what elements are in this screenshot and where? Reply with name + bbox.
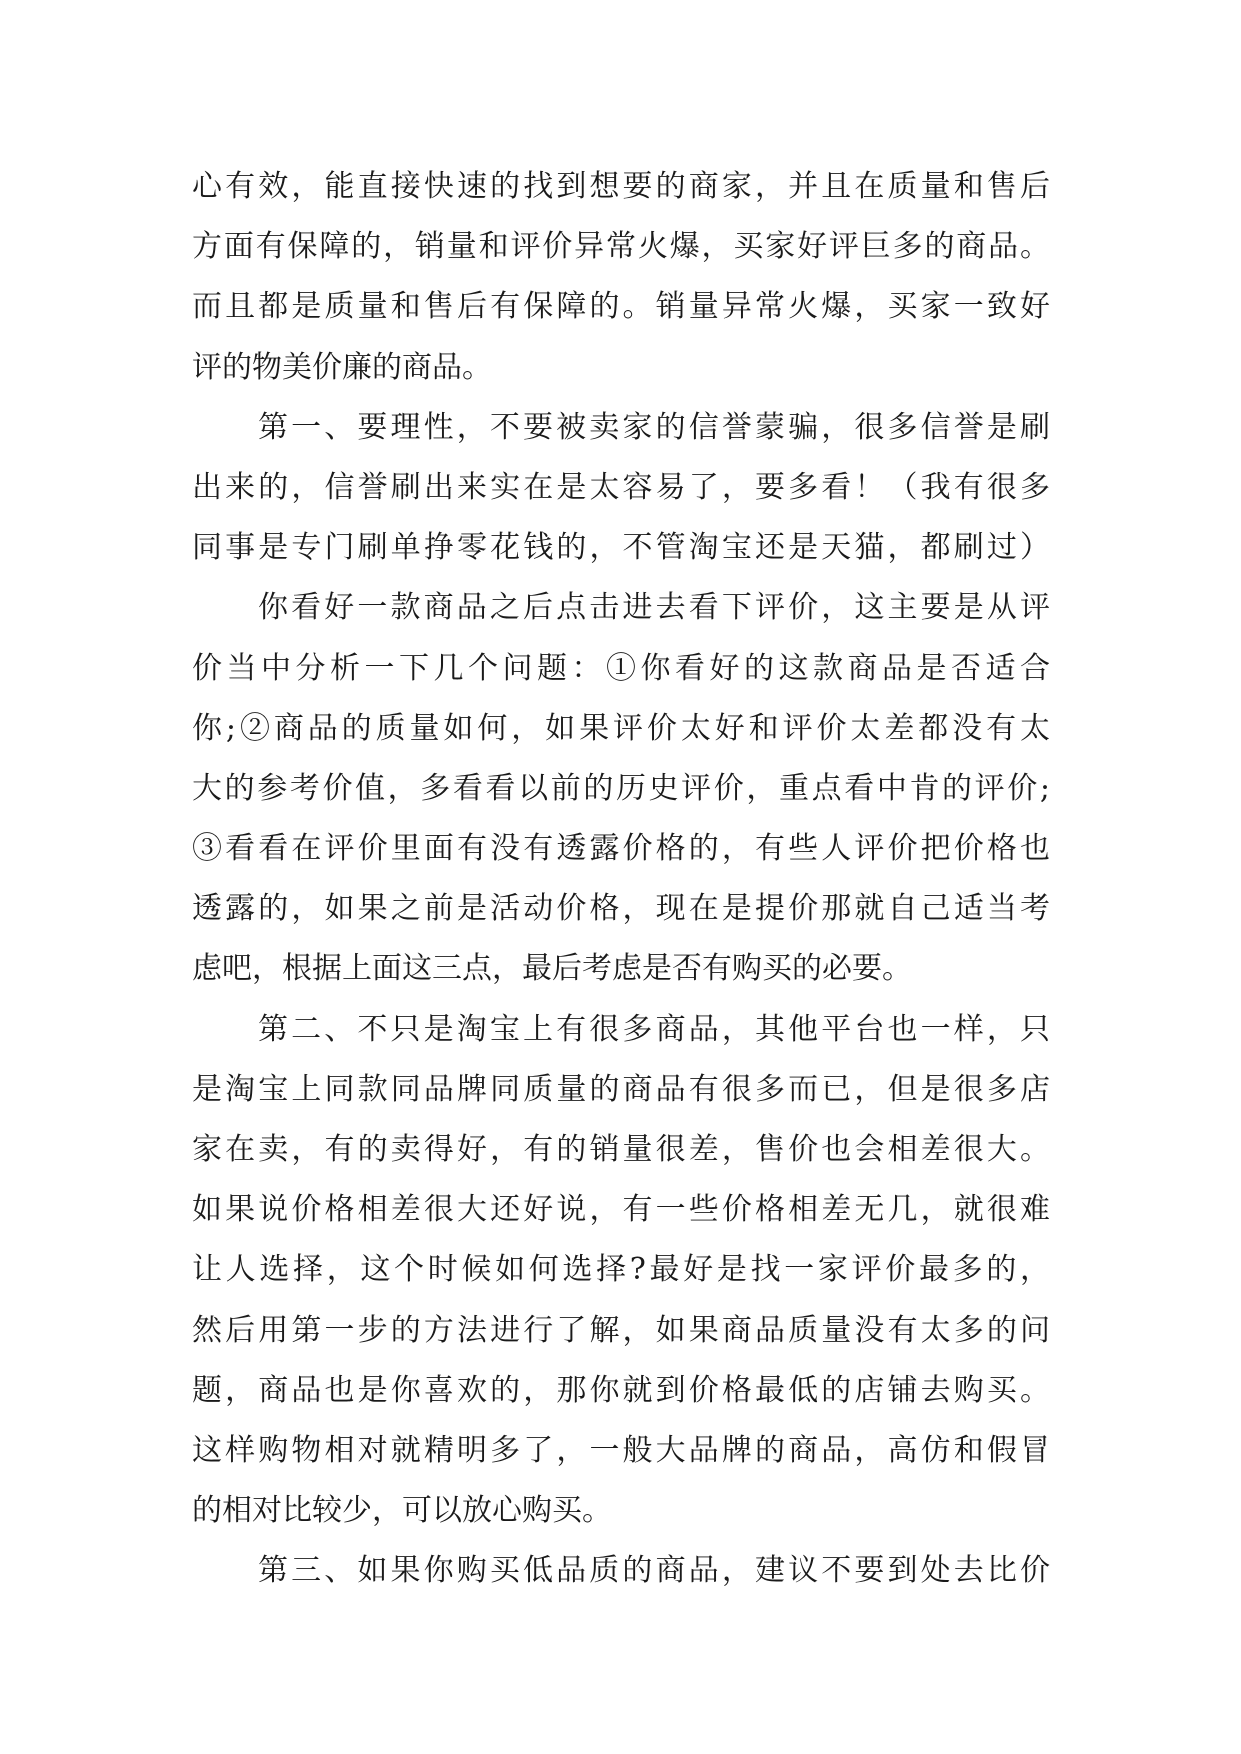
text-line: 是淘宝上同款同品牌同质量的商品有很多而已，但是很多店 xyxy=(192,1071,1050,1107)
text-line: 出来的，信誉刷出来实在是太容易了，要多看！（我有很多 xyxy=(192,469,1050,505)
paragraph-first-line: 第一、要理性，不要被卖家的信誉蒙骗，很多信誉是刷 xyxy=(258,409,1050,445)
text-line: 心有效，能直接快速的找到想要的商家，并且在质量和售后 xyxy=(192,169,1050,204)
text-line: 虑吧，根据上面这三点，最后考虑是否有购买的必要。 xyxy=(192,951,912,987)
text-line: 透露的，如果之前是活动价格，现在是提价那就自己适当考 xyxy=(192,891,1050,927)
text-line: 你;②商品的质量如何，如果评价太好和评价太差都没有太 xyxy=(192,710,1050,746)
text-line: 价当中分析一下几个问题：①你看好的这款商品是否适合 xyxy=(192,650,1050,686)
document-body xyxy=(192,157,1050,1602)
text-line: 同事是专门刷单挣零花钱的，不管淘宝还是天猫，都刷过） xyxy=(192,530,1050,566)
text-line: 然后用第一步的方法进行了解，如果商品质量没有太多的问 xyxy=(192,1312,1050,1348)
text-line: 而且都是质量和售后有保障的。销量异常火爆，买家一致好 xyxy=(192,289,1050,325)
text-line: 家在卖，有的卖得好，有的销量很差，售价也会相差很大。 xyxy=(192,1132,1050,1167)
text-line: 让人选择，这个时候如何选择?最好是找一家评价最多的， xyxy=(192,1252,1050,1288)
text-line: 如果说价格相差很大还好说，有一些价格相差无几，就很难 xyxy=(192,1192,1050,1228)
text-line: 题，商品也是你喜欢的，那你就到价格最低的店铺去购买。 xyxy=(192,1372,1050,1408)
paragraph-first-line: 第三、如果你购买低品质的商品，建议不要到处去比价 xyxy=(258,1553,1050,1589)
text-line: 的相对比较少，可以放心购买。 xyxy=(192,1493,612,1529)
text-line: 这样购物相对就精明多了，一般大品牌的商品，高仿和假冒 xyxy=(192,1432,1050,1468)
paragraph-first-line: 你看好一款商品之后点击进去看下评价，这主要是从评 xyxy=(258,590,1050,626)
text-line: 评的物美价廉的商品。 xyxy=(192,349,492,385)
text-line: 方面有保障的，销量和评价异常火爆，买家好评巨多的商品。 xyxy=(192,229,1050,265)
text-line: ③看看在评价里面有没有透露价格的，有些人评价把价格也 xyxy=(192,831,1050,867)
paragraph-first-line: 第二、不只是淘宝上有很多商品，其他平台也一样，只 xyxy=(258,1011,1050,1047)
text-line: 大的参考价值，多看看以前的历史评价，重点看中肯的评价; xyxy=(192,770,1050,806)
